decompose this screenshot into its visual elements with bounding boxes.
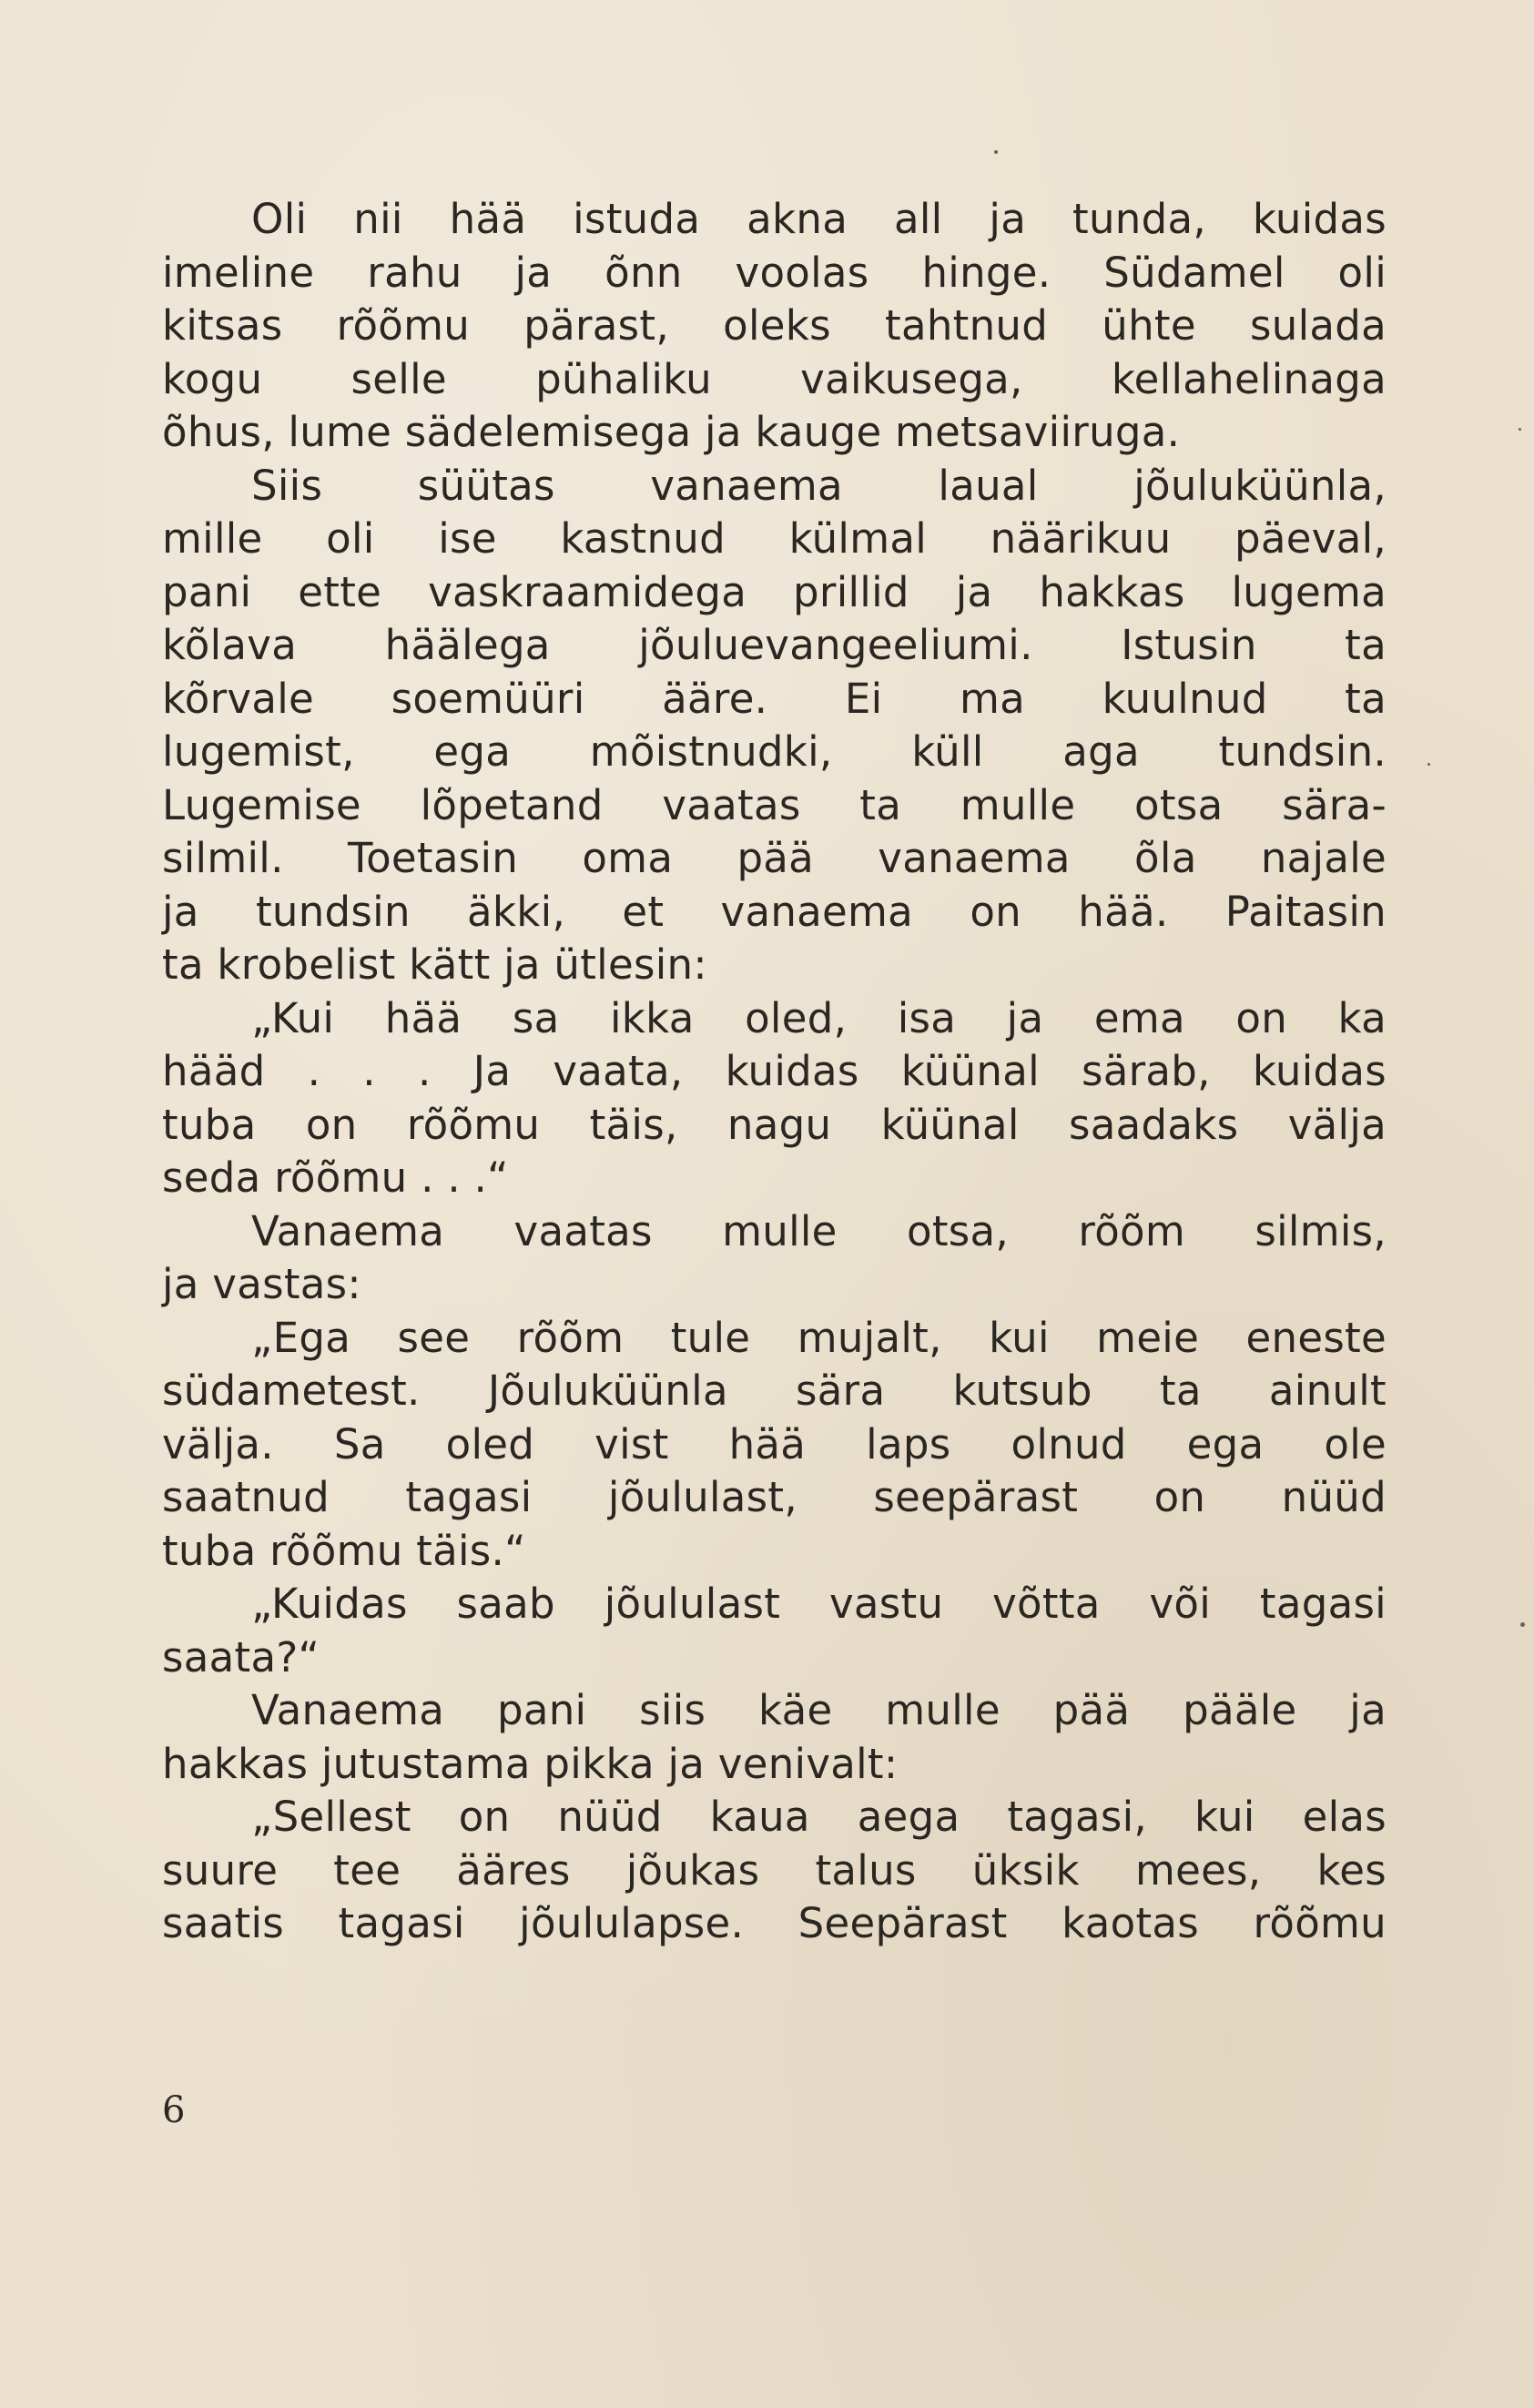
paper-speck <box>1427 763 1430 766</box>
text-line: saatnud tagasi jõululast, seepärast on nüüd <box>162 1473 1387 1521</box>
text-line: kõlava häälega jõuluevangeeliumi. Istusin ta <box>162 621 1387 669</box>
text-line: imeline rahu ja õnn voolas hinge. Südamel oli <box>162 248 1387 297</box>
text-line: Lugemise lõpetand vaatas ta mulle otsa sära- <box>162 780 1387 829</box>
text-line: lugemist, ega mõistnudki, küll aga tundsin. <box>162 727 1387 776</box>
text-line: ja tundsin äkki, et vanaema on hää. Paitasin <box>162 887 1387 936</box>
text-line: Vanaema pani siis käe mulle pää pääle ja <box>251 1686 1387 1734</box>
text-line: Vanaema vaatas mulle otsa, rõõm silmis, <box>251 1206 1387 1255</box>
text-line: kitsas rõõmu pärast, oleks tahtnud ühte sulada <box>162 301 1387 350</box>
text-line: kõrvale soemüüri ääre. Ei ma kuulnud ta <box>162 674 1387 723</box>
text-line: kogu selle pühaliku vaikusega, kellahelinaga <box>162 354 1387 403</box>
text-line: õhus, lume sädelemisega ja kauge metsaviiruga. <box>162 408 1181 456</box>
text-line: mille oli ise kastnud külmal näärikuu päeval, <box>162 514 1387 563</box>
text-line: suure tee ääres jõukas talus üksik mees, kes <box>162 1845 1387 1895</box>
text-line: saatis tagasi jõululapse. Seepärast kaotas rõõmu <box>162 1899 1387 1947</box>
text-line: „Kui hää sa ikka oled, isa ja ema on ka <box>251 993 1387 1042</box>
text-line: ta krobelist kätt ja ütlesin: <box>162 940 707 989</box>
text-line: välja. Sa oled vist hää laps olnud ega ole <box>162 1419 1387 1468</box>
text-line: südametest. Jõuluküünla sära kutsub ta ainult <box>162 1367 1387 1415</box>
text-line: Oli nii hää istuda akna all ja tunda, kuidas <box>251 195 1387 243</box>
paper-speck <box>994 150 998 154</box>
text-line: pani ette vaskraamidega prillid ja hakkas lugema <box>162 567 1387 616</box>
text-line: ja vastas: <box>162 1260 361 1308</box>
paper-speck <box>1519 428 1521 431</box>
text-line: tuba on rõõmu täis, nagu küünal saadaks välja <box>162 1100 1387 1149</box>
page-number: 6 <box>162 2089 186 2131</box>
body-text <box>162 193 1387 1951</box>
text-line: tuba rõõmu täis.“ <box>162 1526 526 1575</box>
text-line: Siis süütas vanaema laual jõuluküünla, <box>251 461 1387 510</box>
text-line: seda rõõmu . . .“ <box>162 1153 509 1202</box>
text-line: „Kuidas saab jõululast vastu võtta või tagasi <box>251 1580 1387 1628</box>
paper-speck <box>1520 1622 1525 1627</box>
text-line: saata?“ <box>162 1632 320 1682</box>
text-line: „Ega see rõõm tule mujalt, kui meie eneste <box>251 1313 1387 1362</box>
text-line: hakkas jutustama pikka ja venivalt: <box>162 1739 899 1788</box>
text-line: „Sellest on nüüd kaua aega tagasi, kui elas <box>251 1793 1387 1841</box>
text-line: hääd . . . Ja vaata, kuidas küünal särab, kuidas <box>162 1047 1387 1095</box>
text-line: silmil. Toetasin oma pää vanaema õla najale <box>162 834 1387 882</box>
